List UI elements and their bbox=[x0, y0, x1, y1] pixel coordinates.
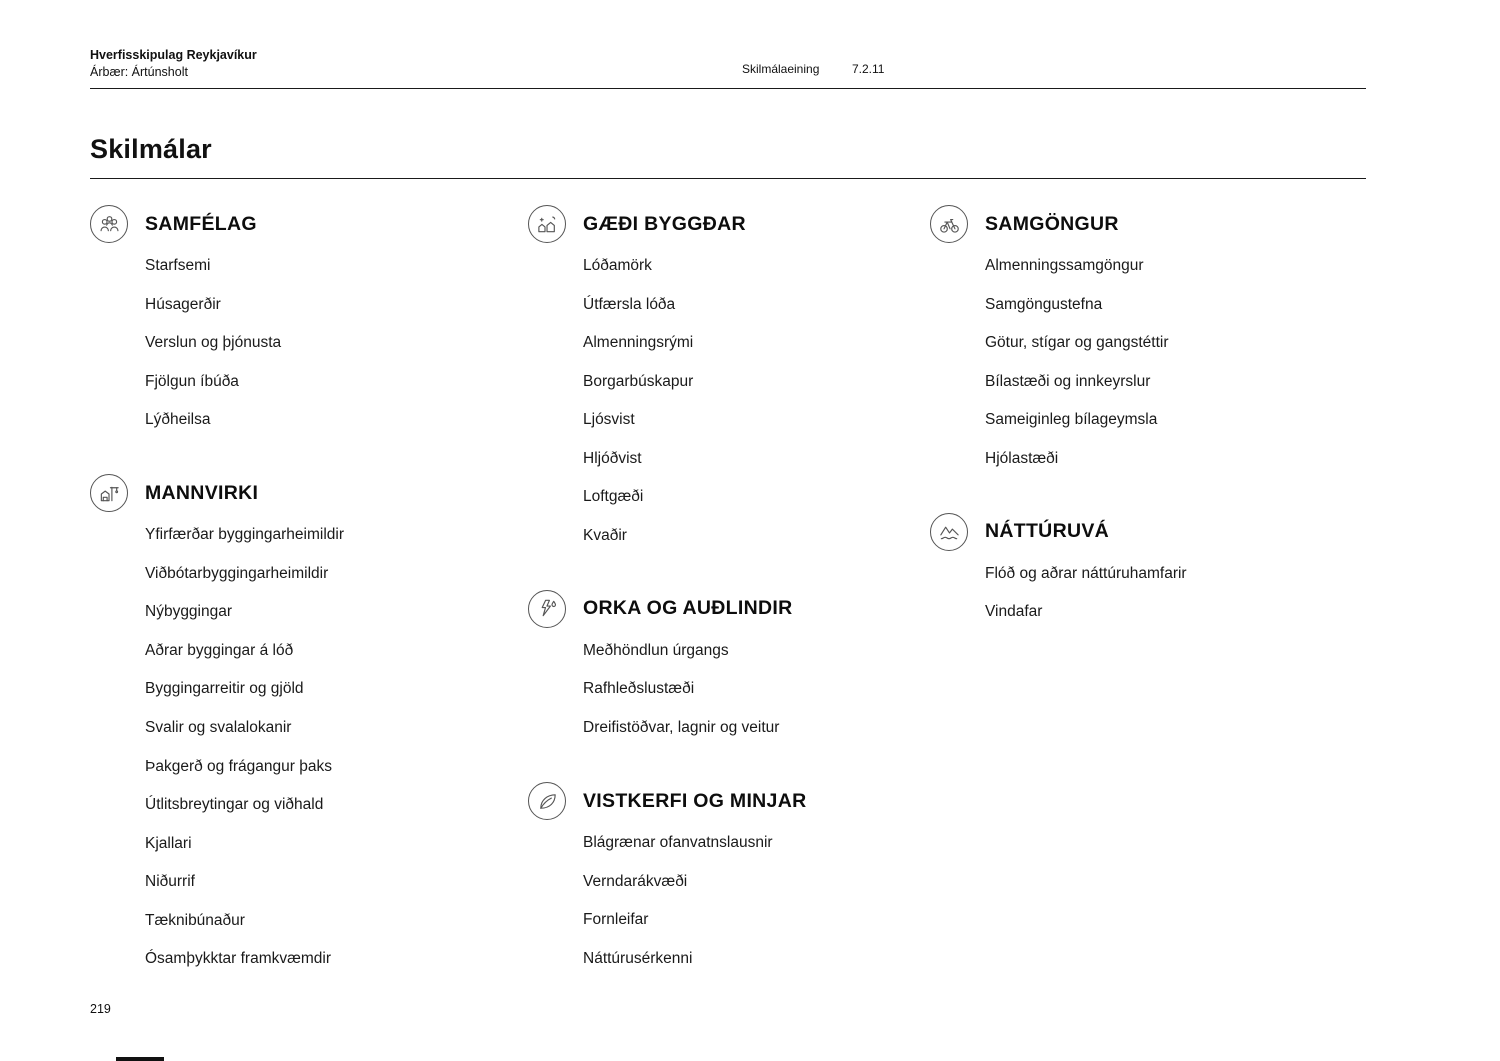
toc-item: Dreifistöðvar, lagnir og veitur bbox=[583, 718, 780, 736]
section-item-list bbox=[583, 642, 930, 736]
toc-item: Fornleifar bbox=[583, 911, 649, 929]
toc-item: Hjólastæði bbox=[985, 449, 1059, 467]
energy-resources-icon bbox=[528, 590, 566, 628]
section-samfelag bbox=[90, 205, 528, 428]
section-item-list bbox=[145, 257, 528, 428]
section-title: GÆÐI BYGGÐAR bbox=[583, 212, 746, 235]
section-item-list bbox=[985, 257, 1366, 467]
toc-item: Fjölgun íbúða bbox=[145, 372, 239, 390]
toc-item: Sameiginleg bílageymsla bbox=[985, 411, 1158, 429]
section-samgongur bbox=[930, 205, 1366, 467]
toc-item: Þakgerð og frágangur þaks bbox=[145, 757, 332, 775]
toc-item: Vindafar bbox=[985, 603, 1043, 621]
people-icon bbox=[90, 205, 128, 243]
section-header bbox=[90, 205, 528, 243]
toc-column-1 bbox=[90, 205, 528, 1013]
toc-item: Útlitsbreytingar og viðhald bbox=[145, 796, 324, 814]
toc-item: Verndarákvæði bbox=[583, 872, 688, 890]
section-title: SAMGÖNGUR bbox=[985, 212, 1119, 235]
section-header bbox=[930, 513, 1366, 551]
toc-columns bbox=[90, 205, 1366, 1013]
section-mannvirki bbox=[90, 474, 528, 967]
meta-label: Skilmálaeining bbox=[742, 62, 820, 76]
section-item-list bbox=[985, 565, 1366, 621]
section-title: MANNVIRKI bbox=[145, 481, 259, 504]
page-number: 219 bbox=[90, 1002, 111, 1016]
toc-item: Tæknibúnaður bbox=[145, 911, 245, 929]
toc-item: Flóð og aðrar náttúruhamfarir bbox=[985, 564, 1187, 582]
toc-item: Blágrænar ofanvatnslausnir bbox=[583, 834, 773, 852]
toc-item: Starfsemi bbox=[145, 257, 211, 274]
toc-item: Borgarbúskapur bbox=[583, 372, 694, 390]
meta-value: 7.2.11 bbox=[852, 62, 885, 76]
toc-column-2 bbox=[528, 205, 930, 1013]
natural-hazard-icon bbox=[930, 513, 968, 551]
toc-item: Verslun og þjónusta bbox=[145, 334, 282, 352]
toc-item: Meðhöndlun úrgangs bbox=[583, 641, 729, 659]
document-title: Hverfisskipulag Reykjavíkur bbox=[90, 48, 257, 62]
section-item-list bbox=[583, 257, 930, 544]
toc-item: Lóðamörk bbox=[583, 257, 652, 274]
toc-item: Rafhleðslustæði bbox=[583, 680, 695, 698]
section-title: SAMFÉLAG bbox=[145, 212, 257, 235]
toc-item: Lýðheilsa bbox=[145, 411, 211, 429]
document-header bbox=[90, 47, 257, 81]
toc-item: Samgöngustefna bbox=[985, 295, 1103, 313]
toc-item: Ljósvist bbox=[583, 411, 635, 429]
building-crane-icon bbox=[90, 474, 128, 512]
toc-item: Hljóðvist bbox=[583, 449, 642, 467]
section-item-list bbox=[145, 526, 528, 967]
toc-item: Kjallari bbox=[145, 834, 192, 852]
section-title: VISTKERFI OG MINJAR bbox=[583, 789, 807, 812]
section-natturuva bbox=[930, 513, 1366, 621]
toc-item: Niðurrif bbox=[145, 873, 195, 891]
section-header bbox=[528, 590, 930, 628]
section-header bbox=[930, 205, 1366, 243]
section-header bbox=[90, 474, 528, 512]
toc-item: Viðbótarbyggingarheimildir bbox=[145, 564, 329, 582]
section-header bbox=[528, 782, 930, 820]
section-header bbox=[528, 205, 930, 243]
header-divider bbox=[90, 88, 1366, 89]
toc-item: Bílastæði og innkeyrslur bbox=[985, 372, 1151, 390]
toc-item: Byggingarreitir og gjöld bbox=[145, 680, 304, 698]
page-title: Skilmálar bbox=[90, 134, 212, 164]
toc-item: Loftgæði bbox=[583, 488, 644, 506]
section-gaedi-byggdar bbox=[528, 205, 930, 544]
section-title: NÁTTÚRUVÁ bbox=[985, 520, 1110, 543]
toc-item: Almenningsrými bbox=[583, 334, 694, 352]
toc-item: Útfærsla lóða bbox=[583, 295, 676, 313]
section-orka-og-audlindir bbox=[528, 590, 930, 736]
toc-item: Yfirfærðar byggingarheimildir bbox=[145, 526, 344, 544]
toc-item: Kvaðir bbox=[583, 526, 627, 544]
toc-item: Aðrar byggingar á lóð bbox=[145, 641, 294, 659]
toc-item: Ósamþykktar framkvæmdir bbox=[145, 950, 332, 968]
transport-bicycle-icon bbox=[930, 205, 968, 243]
section-item-list bbox=[583, 834, 930, 967]
toc-item: Almenningssamgöngur bbox=[985, 257, 1144, 274]
toc-item: Náttúrusérkenni bbox=[583, 949, 693, 967]
toc-column-3 bbox=[930, 205, 1366, 1013]
page-edge-mark bbox=[116, 1057, 164, 1061]
document-subtitle: Árbær: Ártúnsholt bbox=[90, 64, 188, 79]
section-title: ORKA OG AUÐLINDIR bbox=[583, 597, 793, 620]
toc-item: Húsagerðir bbox=[145, 295, 221, 313]
ecosystem-leaf-icon bbox=[528, 782, 566, 820]
title-divider bbox=[90, 178, 1366, 179]
toc-item: Götur, stígar og gangstéttir bbox=[985, 334, 1169, 352]
section-vistkerfi-og-minjar bbox=[528, 782, 930, 967]
toc-item: Nýbyggingar bbox=[145, 603, 233, 621]
urban-quality-icon bbox=[528, 205, 566, 243]
toc-item: Svalir og svalalokanir bbox=[145, 718, 292, 736]
